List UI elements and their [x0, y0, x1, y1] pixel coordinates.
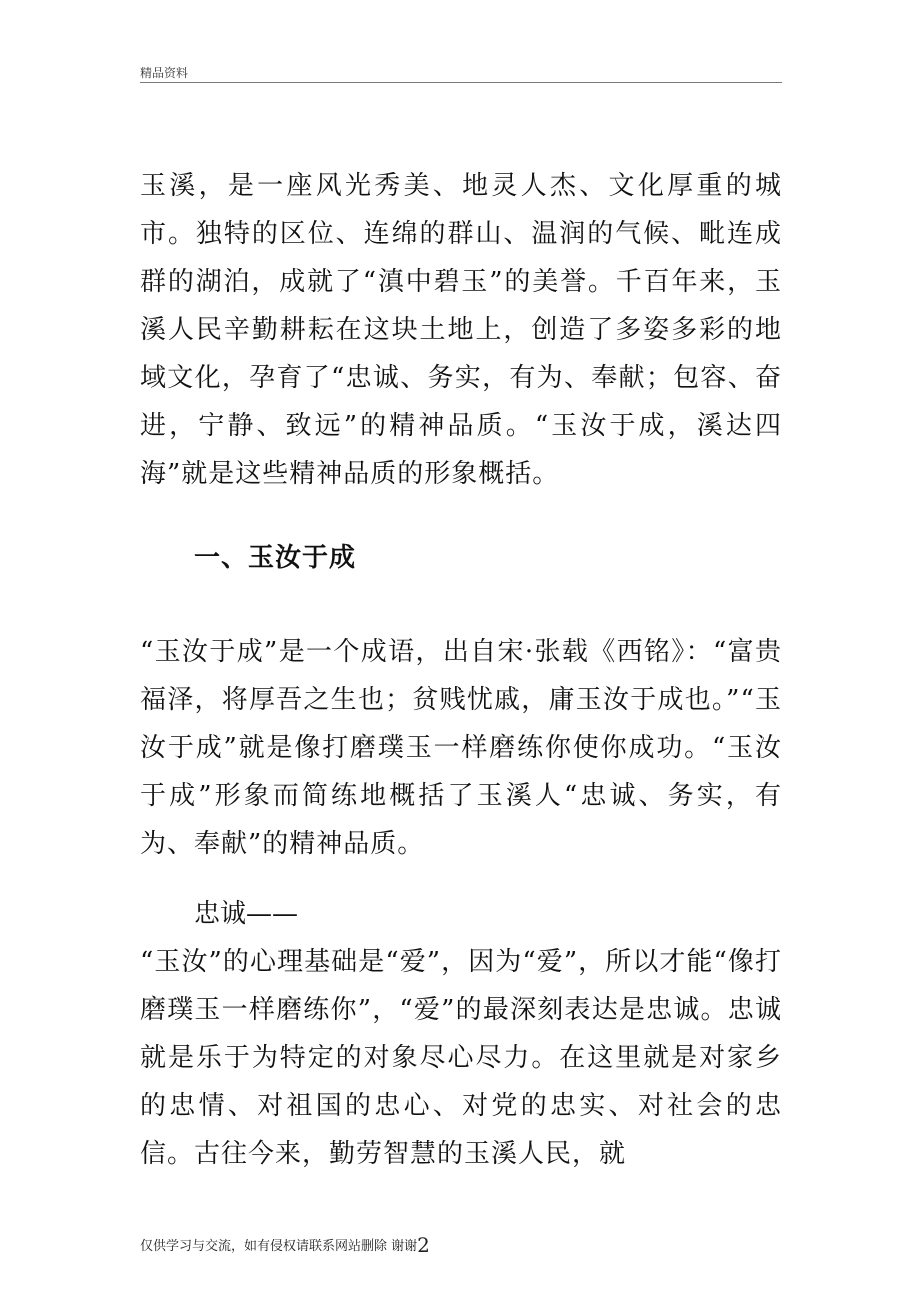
document-body — [140, 162, 782, 1178]
section-heading: 一、玉汝于成 — [194, 543, 357, 573]
page-footer — [140, 1233, 430, 1257]
intro-paragraph: 玉溪，是一座风光秀美、地灵人杰、文化厚重的城市。独特的区位、连绵的群山、温润的气候、毗连成群的湖泊，成就了“滇中碧玉”的美誉。千百年来，玉溪人民辛勤耕耘在这块土地上，创造了多姿多彩的地域文化，孕育了“忠诚、务实，有为、奉献；包容、奋进，宁静、致远”的精神品质。“玉汝于成，溪达四海”就是这些精神品质的形象概括。 — [140, 171, 782, 489]
page-number: 2 — [417, 1233, 430, 1257]
header-label: 精品资料 — [140, 66, 189, 80]
sub-paragraph: “玉汝”的心理基础是“爱”，因为“爱”，所以才能“像打磨璞玉一样磨练你”，“爱”的最深刻表达是忠诚。忠诚就是乐于为特定的对象尽心尽力。在这里就是对家乡的忠情、对祖国的忠心、对党的忠实、对社会的忠信。古往今来，勤劳智慧的玉溪人民，就 — [140, 947, 782, 1169]
subheading: 忠诚—— — [194, 899, 299, 929]
page-header — [140, 62, 782, 83]
section-paragraph: “玉汝于成”是一个成语，出自宋·张载《西铭》：“富贵福泽，将厚吾之生也；贫贱忧戚，庸玉汝于成也。”“玉汝于成”就是像打磨璞玉一样磨练你使你成功。“玉汝于成”形象而简练地概括了玉溪人“忠诚、务实，有为、奉献”的精神品质。 — [140, 637, 782, 859]
footer-text: 仅供学习与交流，如有侵权请联系网站删除 谢谢 — [140, 1239, 418, 1254]
